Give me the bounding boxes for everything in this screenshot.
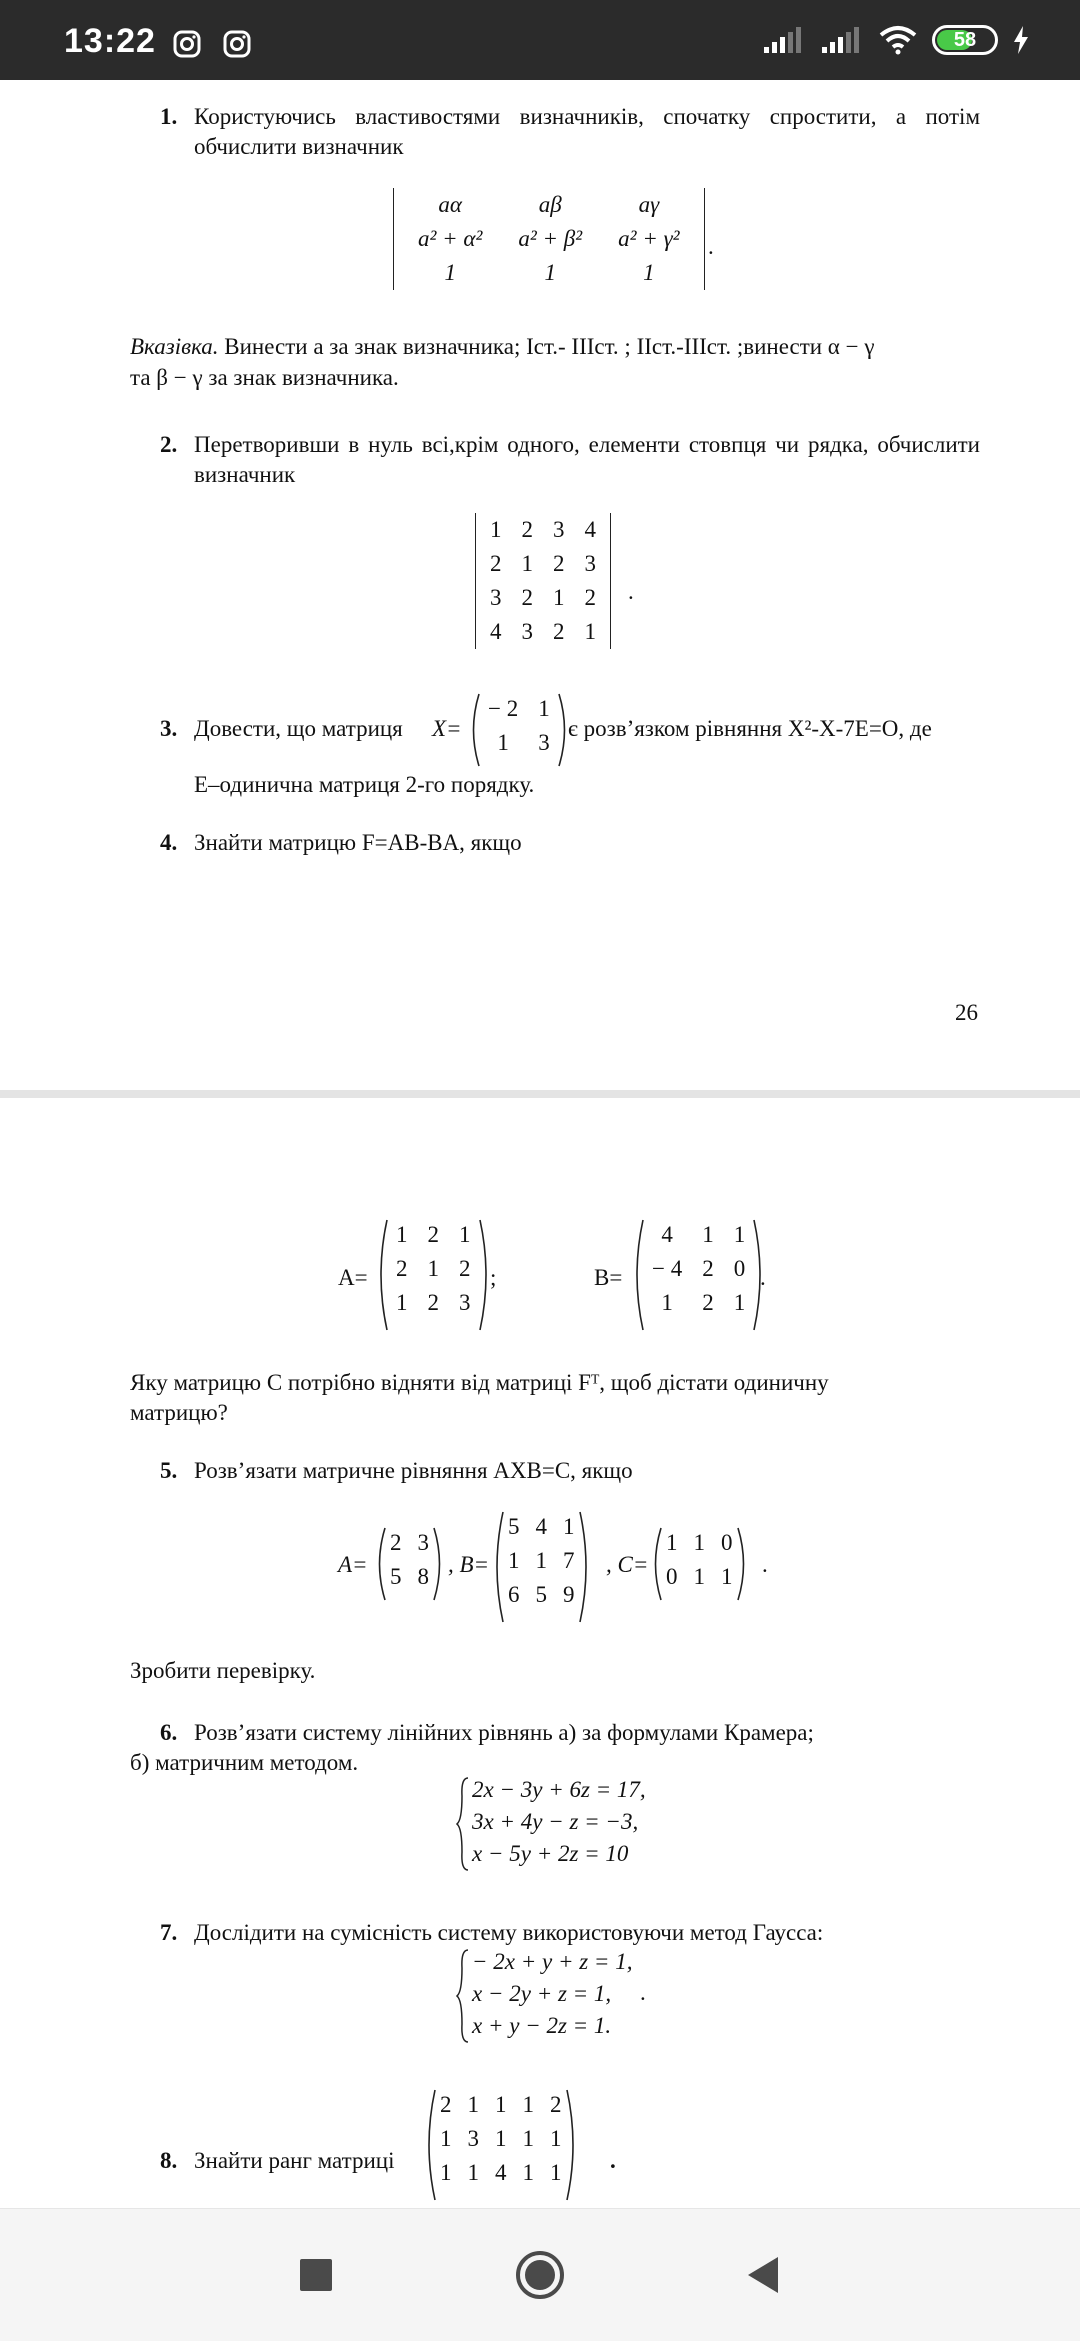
q8-cell: 1: [467, 2092, 479, 2117]
q5-a-cell: 5: [390, 1564, 402, 1589]
matrix-b-cell: 0: [733, 1256, 746, 1281]
charging-icon: [1012, 25, 1030, 55]
q5-a-cell: 8: [417, 1564, 429, 1589]
matrix-a-cell: 2: [427, 1222, 439, 1247]
det1-cell: 1: [544, 260, 557, 285]
det2-cell: 3: [553, 517, 565, 542]
equation-line: 3x + 4y − z = −3,: [472, 1809, 639, 1834]
det2-cell: 4: [490, 619, 502, 644]
q5-b-cell: 4: [535, 1514, 547, 1539]
question-7-text: Дослідити на сумісність систему використовуючи метод Гаусса:: [194, 1920, 824, 1945]
matrix-b-cell: 1: [661, 1290, 673, 1315]
q5-b-cell: 9: [563, 1582, 575, 1607]
q5-b-cell: 5: [535, 1582, 547, 1607]
det1-cell: 1: [444, 260, 456, 285]
question-3-line2: E–одинична матриця 2-го порядку.: [194, 772, 535, 797]
det2-cell: 1: [584, 619, 596, 644]
det2-cell: 2: [521, 517, 533, 542]
matrix-x-cell: 1: [538, 696, 550, 721]
instagram-icon: [222, 29, 252, 59]
question-1: 1.: [160, 104, 178, 129]
matrix-a-cell: 1: [427, 1256, 439, 1281]
document-page-27: A= 1 2 1 2 1 2 1 2 3 ; B= 4 1 1 − 4 2 0 1 2 1 . Яку матрицю C потрібно відняти від матриці Fᵀ, щоб дістати одиничну матрицю? 5. Розв’язати матричне рівняння AXB=C, якщо A= 2 3 5 8 , B= 5 4 1 1 1 7 6 5 9 , C= 1 1 0 0 1 1 . Зробити перевірку. 6. Розв’язати систему лінійних рівнянь а) за формулами Крамера; б) матричним методом. 2x − 3y + 6z = 17, 3x + 4y − z = −3, x − 5y + 2z = 10 7. Дослідити на сумісність систему використовуючи метод Гаусса: − 2x + y + z = 1, x − 2y + z = 1, x + y − 2z = 1. . 8. Знайти ранг матриці 2 1 1 1 2 1 3 1 1 1 1 1 4 1 1 .: [0, 1098, 1080, 2208]
q8-cell: 1: [495, 2126, 507, 2151]
matrix-b-cell: 1: [702, 1222, 714, 1247]
det2-cell: 3: [584, 551, 596, 576]
instagram-icon: [172, 29, 202, 59]
back-button[interactable]: [738, 2249, 790, 2301]
det2-cell: 2: [553, 551, 565, 576]
q5-matrix-a: [372, 1526, 447, 1594]
page-number: 26: [955, 1000, 978, 1025]
det2-cell: 2: [521, 585, 533, 610]
det1-cell: aα: [438, 192, 462, 217]
equation-line: x + y − 2z = 1.: [472, 2013, 612, 2038]
question-6-text-2: б) матричним методом.: [130, 1750, 359, 1775]
question-3-number: 3.: [160, 716, 178, 741]
q5-b-cell: 6: [508, 1582, 520, 1607]
q8-cell: 1: [440, 2160, 452, 2185]
q5-b-cell: 1: [508, 1548, 520, 1573]
q8-cell: 1: [522, 2092, 534, 2117]
q5-matrix-b: [490, 1510, 593, 1612]
matrix-b-cell: 1: [733, 1222, 746, 1247]
matrix-b-cell: 4: [661, 1222, 673, 1247]
question-6-text: Розв’язати систему лінійних рівнянь а) за формулами Крамера;: [194, 1720, 814, 1745]
signal-icon: [820, 25, 864, 55]
det2-cell: 4: [584, 517, 596, 542]
matrix-b: [630, 1218, 767, 1320]
matrix-a-cell: 2: [396, 1256, 408, 1281]
matrix-a-cell: 2: [427, 1290, 439, 1315]
q5-a-cell: 3: [417, 1530, 429, 1555]
matrix-a-cell: 1: [396, 1222, 408, 1247]
det2-cell: 3: [521, 619, 533, 644]
q8-cell: 1: [550, 2126, 562, 2151]
determinant-q1: [393, 188, 705, 290]
q8-cell: 1: [522, 2160, 534, 2185]
det2-cell: 2: [584, 585, 596, 610]
question-3-var: X=: [432, 716, 462, 741]
matrix-a-cell: 2: [459, 1256, 471, 1281]
det2-cell: 1: [521, 551, 533, 576]
q5-b-cell: 7: [563, 1548, 575, 1573]
question-3-text-after: є розв’язком рівняння X²-X-7E=O, де: [568, 716, 932, 741]
navigation-bar: [0, 2208, 1080, 2341]
battery-indicator: 58: [932, 25, 998, 55]
question-1-text: Користуючись властивостями визначників, спочатку спростити, а потім обчислити визначник: [194, 104, 980, 159]
document-page-26: 1. Користуючись властивостями визначників, спочатку спростити, а потім обчислити визначник aα aβ aγ a² + α² a² + β² a² + γ² 1 1 1 . Вказівка. Винести a за знак визначника; Іст.- ІІІст. ; ІІст.-ІІІст. ;винести α − γ та β − γ за знак визначника. 2. Перетворивши в нуль всі,крім одного, елементи стовпця чи рядка, обчислити визначник 1 2 3 4 2 1 2 3 3 2 1 2 4 3 2 1 . 3. Довести, що матриця X= − 2 1 1 3 є розв’язком рівняння X²-X-7E=O, де E–одинична матриця 2-го порядку. 4. Знайти матрицю F=AB-BA, якщо 26: [0, 80, 1080, 1090]
det2-cell: 3: [490, 585, 502, 610]
home-button[interactable]: [514, 2249, 566, 2301]
matrix-b-cell: 1: [733, 1290, 746, 1315]
q8-cell: 1: [550, 2160, 562, 2185]
matrix-a-cell: 1: [396, 1290, 408, 1315]
matrix-b-label: B=: [594, 1265, 623, 1290]
hint-line-2: та β − γ за знак визначника.: [130, 365, 399, 390]
det2-cell: 1: [553, 585, 565, 610]
question-2-number: 2.: [160, 432, 178, 457]
matrix-x-cell: − 2: [488, 696, 519, 721]
question-7-number: 7.: [160, 1920, 178, 1945]
status-bar: [0, 0, 1080, 80]
det1-cell: a² + β²: [518, 226, 583, 251]
question-3-text: Довести, що матриця: [194, 716, 403, 741]
matrix-x-cell: 1: [497, 730, 509, 755]
equation-line: x − 5y + 2z = 10: [472, 1841, 629, 1866]
det1-cell: a² + γ²: [618, 226, 680, 251]
matrix-b-cell: 2: [702, 1256, 714, 1281]
matrix-a-cell: 1: [459, 1222, 471, 1247]
system-q6: [456, 1774, 646, 1870]
det2-cell: 2: [490, 551, 502, 576]
matrix-x-cell: 3: [538, 730, 550, 755]
matrix-a-cell: 3: [459, 1290, 471, 1315]
equation-line: x − 2y + z = 1,: [472, 1981, 612, 2006]
question-5-text: Розв’язати матричне рівняння AXB=C, якщо: [194, 1458, 633, 1483]
q8-cell: 2: [550, 2092, 562, 2117]
q5-b-cell: 5: [508, 1514, 520, 1539]
question-6-number: 6.: [160, 1720, 178, 1745]
hint: Вказівка. Винести a за знак визначника; Іст.- ІІІст. ; ІІст.-ІІІст. ;винести α − γ: [130, 334, 875, 359]
det1-cell: 1: [643, 260, 655, 285]
det1-cell: aβ: [538, 192, 562, 217]
matrix-a-label: A=: [338, 1265, 368, 1290]
q5-c-cell: 1: [693, 1564, 705, 1589]
q5-c-cell: 1: [721, 1564, 733, 1589]
q5-check: Зробити перевірку.: [130, 1658, 316, 1683]
q8-cell: 4: [495, 2160, 507, 2185]
question-4-number: 4.: [160, 830, 178, 855]
q5-b-cell: 1: [563, 1514, 575, 1539]
q5-c-cell: 0: [666, 1564, 678, 1589]
matrix-b-cell: 2: [702, 1290, 714, 1315]
det2-cell: 1: [490, 517, 502, 542]
status-time: 13:22: [64, 22, 156, 60]
q5-b-cell: 1: [535, 1548, 547, 1573]
question-2-text: Перетворивши в нуль всі,крім одного, елементи стовпця чи рядка, обчислити визначник: [194, 432, 980, 487]
q8-cell: 1: [495, 2092, 507, 2117]
question-4-tail-line2: матрицю?: [130, 1400, 228, 1425]
q5-matrix-c: [648, 1526, 751, 1594]
wifi-icon: [878, 25, 918, 55]
page-separator: [0, 1090, 1080, 1098]
q8-cell: 1: [440, 2126, 452, 2151]
det1-cell: a² + α²: [418, 226, 483, 251]
equation-line: 2x − 3y + 6z = 17,: [472, 1777, 646, 1802]
det2-cell: 2: [553, 619, 565, 644]
matrix-a: [374, 1218, 493, 1320]
q8-cell: 1: [522, 2126, 534, 2151]
question-8-number: 8.: [160, 2148, 178, 2173]
q8-cell: 2: [440, 2092, 452, 2117]
q8-cell: 3: [467, 2126, 479, 2151]
q5-c-cell: 0: [721, 1530, 733, 1555]
system-q7: [456, 1946, 632, 2042]
matrix-b-cell: − 4: [652, 1256, 683, 1281]
question-4-tail: Яку матрицю C потрібно відняти від матриці Fᵀ, щоб дістати одиничну: [130, 1370, 829, 1395]
q5-c-cell: 1: [666, 1530, 678, 1555]
q8-matrix: [422, 2088, 580, 2190]
recents-button[interactable]: [290, 2249, 342, 2301]
det1-cell: aγ: [638, 192, 660, 217]
signal-icon: [762, 25, 806, 55]
question-5-number: 5.: [160, 1458, 178, 1483]
matrix-x: [466, 692, 572, 760]
q8-cell: 1: [467, 2160, 479, 2185]
q5-a-cell: 2: [390, 1530, 402, 1555]
q5-c-cell: 1: [693, 1530, 705, 1555]
equation-line: − 2x + y + z = 1,: [472, 1949, 633, 1974]
question-8-text: Знайти ранг матриці: [194, 2148, 395, 2173]
question-4-text: Знайти матрицю F=AB-BA, якщо: [194, 830, 522, 855]
determinant-q2: [475, 513, 611, 649]
